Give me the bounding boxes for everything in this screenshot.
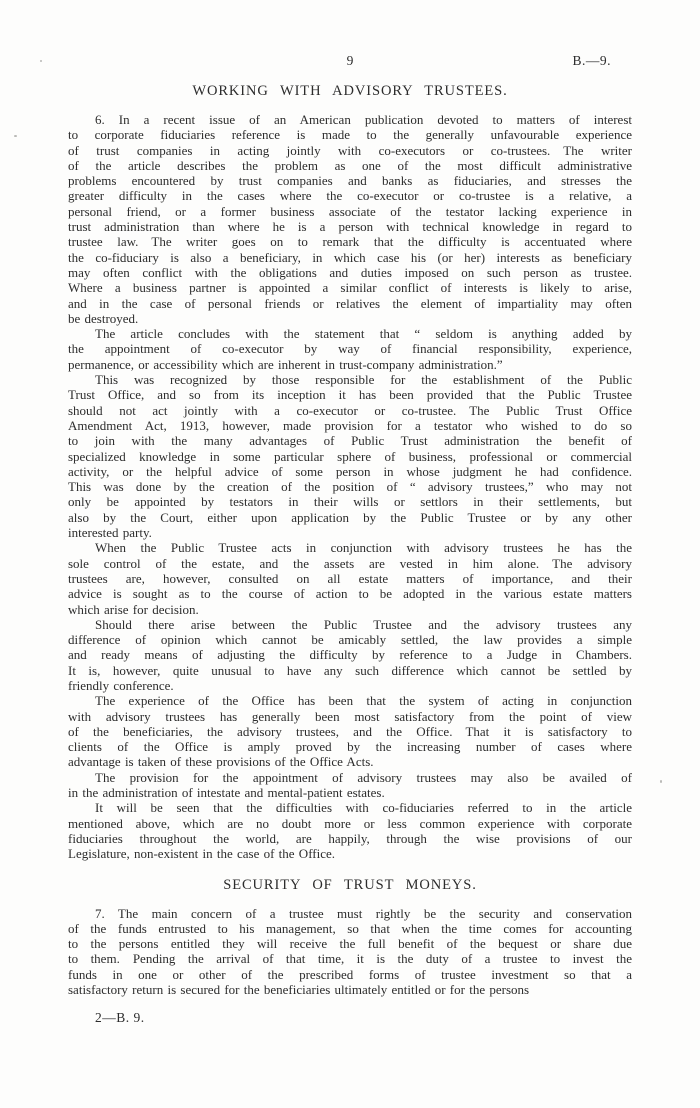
body-line: may often conflict with the obligations and duties imposed on such person as trustee.: [68, 264, 632, 280]
body-line: mentioned above, which are no doubt more or less common experience with corporate: [68, 815, 632, 831]
body-line: be destroyed.: [68, 310, 139, 326]
body-line: When the Public Trustee acts in conjunction with advisory trustees he has the: [95, 540, 632, 556]
paragraph: [68, 693, 632, 769]
body-line: of the article describes the problem as one of the most difficult administrative: [68, 157, 632, 173]
body-line: to the persons entitled they will receive the full benefit of the bequest or share due: [68, 936, 632, 952]
sections-container: [68, 83, 632, 997]
body-line: 7. The main concern of a trustee must rightly be the security and conservation: [95, 905, 632, 921]
body-line: to join with the many advantages of Public Trust administration the benefit of: [68, 433, 632, 449]
body-line: the appointment of co-executor by way of financial responsibility, experience,: [68, 341, 632, 357]
section-heading: SECURITY OF TRUST MONEYS.: [223, 876, 477, 893]
page-number: 9: [346, 53, 354, 68]
body-line: Legislature, non-existent in the case of the Office.: [68, 846, 336, 862]
scan-speck: [14, 135, 17, 137]
paragraph: [68, 770, 632, 801]
body-line: specialized knowledge in some particular sphere of business, professional or commercial: [68, 448, 632, 464]
body-line: which arise for decision.: [68, 601, 199, 617]
body-line: interested party.: [68, 525, 152, 541]
body-line: also by the Court, either upon application by the Public Trustee or by any other: [68, 509, 632, 525]
body-line: difference of opinion which cannot be amicably settled, the law provides a simple: [68, 632, 632, 648]
body-line: to them. Pending the arrival of that time, it is the duty of a trustee to invest the: [68, 951, 632, 967]
body-line: problems encountered by trust companies and banks as fiduciaries, and stresses the: [68, 173, 632, 189]
body-line: trustee law. The writer goes on to remark that the difficulty is accentuated where: [68, 234, 632, 250]
body-line: This was done by the creation of the position of “ advisory trustees,” who may not: [68, 479, 632, 495]
body-line: Trust Office, and so from its inception it has been provided that the Public Trustee: [68, 387, 632, 403]
body-line: in the administration of intestate and mental-patient estates.: [68, 785, 385, 801]
paragraph: [68, 112, 632, 326]
body-line: of the funds entrusted to his management, so that when the time comes for accounting: [68, 920, 632, 936]
body-line: This was recognized by those responsible for the establishment of the Public: [95, 372, 632, 388]
text-block: [68, 0, 632, 1026]
body-line: Where a business partner is appointed a similar conflict of interests is likely to arise,: [68, 280, 632, 296]
body-line: of the beneficiaries, the advisory trustees, and the Office. That it is satisfactory to: [68, 723, 632, 739]
body-line: trust administration than where he is a person with technical knowledge in regard to: [68, 219, 632, 235]
paragraph: [68, 800, 632, 861]
running-header: [68, 52, 632, 70]
body-line: friendly conference.: [68, 677, 174, 693]
paragraph: [68, 540, 632, 616]
body-line: activity, or the helpful advice of some person in whose judgment he had confidence.: [68, 463, 632, 479]
body-line: permanence, or accessibility which are inherent in trust-company administration.”: [68, 356, 503, 372]
body-line: the co-fiduciary is also a beneficiary, in which case his (or her) interests as beneficiary: [68, 249, 632, 265]
body-line: sole control of the estate, and the assets are vested in him alone. The advisory: [68, 555, 632, 571]
body-line: personal friend, or a former business associate of the testator lacking experience in: [68, 203, 632, 219]
body-line: only be appointed by testators in their wills or settlors in their settlements, but: [68, 494, 632, 510]
paragraph: [68, 906, 632, 998]
body-line: It will be seen that the difficulties with co-fiduciaries referred to in the article: [95, 800, 632, 816]
body-line: and ready means of adjusting the difficulty by reference to a Judge in Chambers.: [68, 647, 632, 663]
body-line: should not act jointly with a co-executor or co-trustee. The Public Trust Office: [68, 402, 632, 418]
body-line: trustees are, however, consulted on all estate matters of importance, and their: [68, 570, 632, 586]
scan-speck: [660, 780, 662, 783]
body-line: The article concludes with the statement that “ seldom is anything added by: [95, 326, 632, 342]
document-reference: B.—9.: [572, 53, 611, 68]
paragraph: [68, 372, 632, 540]
body-line: with advisory trustees has generally been most satisfactory from the point of view: [68, 708, 632, 724]
section-heading: WORKING WITH ADVISORY TRUSTEES.: [192, 83, 508, 99]
body-line: It is, however, quite unusual to have any such difference which cannot be settled by: [68, 662, 632, 678]
paragraph: [68, 617, 632, 693]
body-line: funds in one or other of the prescribed forms of trustee investment so that a: [68, 966, 632, 982]
scan-speck: [40, 60, 42, 62]
footer-imprint: 2—B. 9.: [95, 1010, 145, 1026]
body-line: Should there arise between the Public Trustee and the advisory trustees any: [95, 616, 632, 632]
body-line: greater difficulty in the cases where the co-executor or co-trustee is a relative, a: [68, 188, 632, 204]
body-line: clients of the Office is amply proved by the increasing number of cases where: [68, 739, 632, 755]
body-line: advantage is taken of these provisions of the Office Acts.: [68, 754, 374, 770]
body-line: satisfactory return is secured for the beneficiaries ultimately entitled or for the persons: [68, 982, 530, 998]
body-line: to corporate fiduciaries reference is made to the generally unfavourable experience: [68, 127, 632, 143]
body-line: fiduciaries throughout the world, are happily, through the wise provisions of our: [68, 830, 632, 846]
body-line: The experience of the Office has been that the system of acting in conjunction: [95, 693, 632, 709]
paragraph: [68, 326, 632, 372]
body-line: advice is sought as to the course of action to be adopted in the various estate matters: [68, 586, 632, 602]
body-line: The provision for the appointment of advisory trustees may also be availed of: [95, 769, 632, 785]
body-line: of trust companies in acting jointly with co-executors or co-trustees. The writer: [68, 142, 632, 158]
body-line: 6. In a recent issue of an American publication devoted to matters of interest: [95, 112, 632, 127]
body-line: Amendment Act, 1913, however, made provision for a testator who wished to do so: [68, 417, 632, 433]
body-line: and in the case of personal friends or relatives the element of impartiality may often: [68, 295, 632, 311]
